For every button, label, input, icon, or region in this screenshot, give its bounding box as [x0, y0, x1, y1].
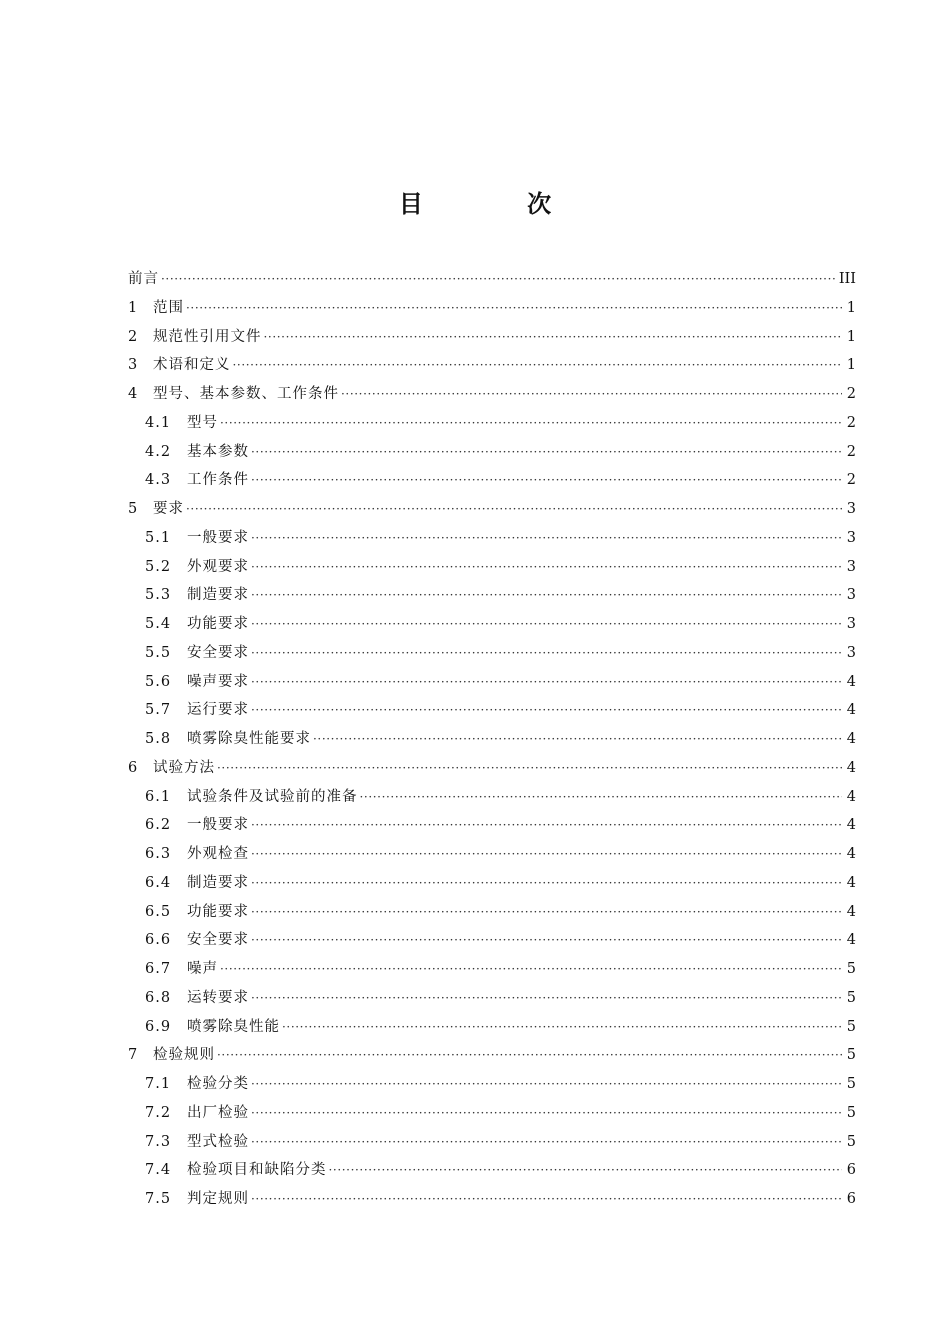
toc-dot-leader — [251, 898, 842, 927]
toc-entry-page-number: 3 — [846, 558, 856, 575]
toc-entry[interactable] — [128, 869, 856, 898]
toc-entry-page-number: 5 — [846, 1133, 856, 1150]
toc-entry-label: 噪声要求 — [187, 673, 249, 690]
toc-entry-number: 5.5 — [145, 644, 172, 661]
toc-entry-label: 制造要求 — [187, 874, 249, 891]
toc-dot-leader — [282, 1013, 842, 1042]
toc-entry-number: 6.4 — [145, 874, 172, 891]
toc-entry-number: 4.1 — [145, 414, 172, 431]
toc-entry-label: 术语和定义 — [153, 357, 231, 374]
toc-dot-leader — [251, 1128, 842, 1157]
toc-dot-leader — [251, 438, 842, 467]
toc-entry-number: 3 — [128, 357, 139, 374]
toc-entry[interactable] — [128, 1070, 856, 1099]
toc-dot-leader — [251, 1070, 842, 1099]
toc-entry-label: 型式检验 — [187, 1133, 249, 1150]
toc-entry[interactable] — [128, 581, 856, 610]
toc-entry-page-number: 6 — [846, 1191, 856, 1207]
toc-entry-number: 5.8 — [145, 731, 172, 747]
toc-entry-label: 要求 — [153, 501, 184, 517]
toc-entry-label: 基本参数 — [187, 443, 249, 460]
toc-entry[interactable] — [128, 610, 856, 639]
toc-entry-label: 型号 — [187, 414, 218, 431]
toc-entry-number: 2 — [128, 328, 139, 345]
table-of-contents — [128, 265, 856, 1214]
toc-entry[interactable] — [128, 1041, 856, 1070]
toc-dot-leader — [161, 265, 835, 294]
toc-entry[interactable] — [128, 380, 856, 409]
toc-entry-label: 外观检查 — [187, 846, 249, 862]
toc-entry-page-number: 3 — [846, 644, 856, 661]
toc-entry-page-number: 5 — [846, 1047, 856, 1064]
toc-entry-page-number: 1 — [846, 328, 856, 345]
toc-entry[interactable] — [128, 524, 856, 553]
toc-entry-page-number: 4 — [846, 788, 856, 805]
toc-entry-page-number: 2 — [846, 472, 856, 489]
toc-entry-label: 安全要求 — [187, 932, 249, 949]
toc-dot-leader — [220, 409, 842, 438]
toc-entry-number: 5.3 — [145, 587, 172, 604]
toc-entry[interactable] — [128, 898, 856, 927]
toc-entry-label: 制造要求 — [187, 587, 249, 604]
toc-dot-leader — [251, 696, 842, 725]
toc-entry-page-number: 2 — [846, 414, 856, 431]
toc-dot-leader — [220, 955, 842, 984]
toc-entry[interactable] — [128, 840, 856, 869]
toc-dot-leader — [217, 754, 842, 783]
toc-entry-number: 7 — [128, 1047, 139, 1064]
toc-entry-label: 安全要求 — [187, 644, 249, 661]
toc-entry-label: 检验分类 — [187, 1076, 249, 1092]
toc-entry-page-number: 5 — [846, 961, 856, 977]
toc-entry-page-number: 3 — [846, 587, 856, 604]
toc-dot-leader — [217, 1041, 842, 1070]
toc-entry-page-number: 4 — [846, 702, 856, 719]
toc-entry[interactable] — [128, 1156, 856, 1185]
toc-entry-number: 6 — [128, 759, 139, 776]
toc-entry-page-number: 1 — [846, 357, 856, 374]
toc-entry-label: 一般要求 — [187, 529, 249, 546]
toc-entry-number: 6.7 — [145, 961, 172, 977]
toc-dot-leader — [251, 668, 842, 697]
toc-entry[interactable] — [128, 811, 856, 840]
toc-entry-page-number: 4 — [846, 932, 856, 949]
toc-entry[interactable] — [128, 1013, 856, 1042]
toc-entry-page-number: 2 — [846, 443, 856, 460]
toc-dot-leader — [329, 1156, 843, 1185]
toc-entry-page-number: 3 — [846, 529, 856, 546]
toc-entry[interactable] — [128, 639, 856, 668]
toc-entry-label: 喷雾除臭性能要求 — [187, 731, 311, 747]
toc-entry-label: 运行要求 — [187, 702, 249, 719]
toc-entry[interactable] — [128, 495, 856, 524]
toc-entry[interactable] — [128, 1099, 856, 1128]
toc-entry-page-number: 1 — [846, 299, 856, 316]
toc-entry[interactable] — [128, 668, 856, 697]
toc-dot-leader — [233, 351, 843, 380]
toc-entry[interactable] — [128, 1128, 856, 1157]
toc-entry[interactable] — [128, 438, 856, 467]
toc-dot-leader — [186, 294, 842, 323]
toc-entry-number: 5.7 — [145, 702, 172, 719]
toc-entry[interactable] — [128, 294, 856, 323]
toc-entry-label: 一般要求 — [187, 817, 249, 834]
toc-entry-label: 检验项目和缺陷分类 — [187, 1162, 327, 1179]
toc-entry-label: 型号、基本参数、工作条件 — [153, 386, 339, 402]
toc-entry-label: 规范性引用文件 — [153, 328, 262, 345]
toc-entry-page-number: 5 — [846, 1076, 856, 1092]
toc-dot-leader — [251, 1099, 842, 1128]
toc-entry[interactable] — [128, 955, 856, 984]
toc-entry-number: 6.3 — [145, 846, 172, 862]
toc-entry-page-number: 4 — [846, 817, 856, 834]
toc-entry[interactable] — [128, 725, 856, 754]
toc-dot-leader — [251, 869, 842, 898]
toc-entry-page-number: 4 — [846, 874, 856, 891]
toc-entry-number: 6.8 — [145, 989, 172, 1006]
toc-dot-leader — [251, 1185, 842, 1214]
toc-entry[interactable] — [128, 984, 856, 1013]
toc-entry-page-number: 4 — [846, 759, 856, 776]
toc-entry-label: 外观要求 — [187, 558, 249, 575]
toc-entry-label: 判定规则 — [187, 1191, 249, 1207]
toc-entry-number: 5.4 — [145, 616, 172, 632]
toc-dot-leader — [186, 495, 842, 524]
toc-entry-page-number: 4 — [846, 731, 856, 747]
toc-entry-page-number: 5 — [846, 989, 856, 1006]
toc-dot-leader — [251, 639, 842, 668]
toc-entry-label: 运转要求 — [187, 989, 249, 1006]
toc-entry-label: 检验规则 — [153, 1047, 215, 1064]
toc-dot-leader — [251, 984, 842, 1013]
toc-entry-page-number: 4 — [846, 673, 856, 690]
toc-entry-number: 5 — [128, 501, 139, 517]
toc-entry-number: 5.1 — [145, 529, 172, 546]
toc-dot-leader — [251, 610, 842, 639]
toc-entry-number: 6.2 — [145, 817, 172, 834]
toc-dot-leader — [251, 553, 842, 582]
toc-entry[interactable] — [128, 265, 856, 294]
toc-entry-number: 4.2 — [145, 443, 172, 460]
toc-entry-label: 噪声 — [187, 961, 218, 977]
toc-dot-leader — [251, 581, 842, 610]
toc-entry-page-number: 4 — [846, 903, 856, 920]
toc-entry-number: 7.4 — [145, 1162, 172, 1179]
toc-entry-page-number: 6 — [846, 1162, 856, 1179]
page-title: 目 次 — [398, 190, 600, 218]
toc-entry[interactable] — [128, 926, 856, 955]
toc-entry-page-number: 3 — [846, 616, 856, 632]
toc-entry[interactable] — [128, 553, 856, 582]
toc-entry-page-number: 5 — [846, 1104, 856, 1121]
toc-entry-number: 5.6 — [145, 673, 172, 690]
toc-entry-number: 6.6 — [145, 932, 172, 949]
toc-entry-number: 5.2 — [145, 558, 172, 575]
toc-entry-label: 试验条件及试验前的准备 — [187, 788, 358, 805]
toc-entry-page-number: 5 — [846, 1018, 856, 1035]
toc-entry-label: 喷雾除臭性能 — [187, 1018, 280, 1035]
toc-dot-leader — [251, 524, 842, 553]
toc-entry-label: 功能要求 — [187, 903, 249, 920]
toc-dot-leader — [251, 466, 842, 495]
toc-entry-page-number: 3 — [846, 501, 856, 517]
toc-entry-number: 7.3 — [145, 1133, 172, 1150]
toc-entry[interactable] — [128, 696, 856, 725]
toc-entry[interactable] — [128, 351, 856, 380]
toc-entry[interactable] — [128, 783, 856, 812]
toc-dot-leader — [360, 783, 843, 812]
toc-entry[interactable] — [128, 409, 856, 438]
toc-dot-leader — [251, 811, 842, 840]
toc-entry-number: 6.1 — [145, 788, 172, 805]
toc-entry-number: 7.5 — [145, 1191, 172, 1207]
toc-entry[interactable] — [128, 466, 856, 495]
toc-entry-label: 范围 — [153, 299, 184, 316]
toc-entry-number: 4 — [128, 386, 139, 402]
toc-entry-page-number: III — [838, 271, 856, 287]
toc-entry-label: 试验方法 — [153, 759, 215, 776]
toc-entry-label: 出厂检验 — [187, 1104, 249, 1121]
toc-entry-label: 工作条件 — [187, 472, 249, 489]
toc-entry-number: 6.5 — [145, 903, 172, 920]
toc-entry-page-number: 4 — [846, 846, 856, 862]
toc-entry-label: 前言 — [128, 271, 159, 287]
toc-dot-leader — [251, 840, 842, 869]
toc-entry-number: 4.3 — [145, 472, 172, 489]
toc-entry[interactable] — [128, 754, 856, 783]
toc-dot-leader — [264, 323, 843, 352]
toc-entry-number: 7.2 — [145, 1104, 172, 1121]
toc-entry-label: 功能要求 — [187, 616, 249, 632]
toc-entry-number: 1 — [128, 299, 139, 316]
toc-dot-leader — [251, 926, 842, 955]
toc-entry[interactable] — [128, 323, 856, 352]
toc-dot-leader — [313, 725, 842, 754]
toc-dot-leader — [341, 380, 842, 409]
toc-entry[interactable] — [128, 1185, 856, 1214]
toc-entry-number: 7.1 — [145, 1076, 172, 1092]
toc-entry-number: 6.9 — [145, 1018, 172, 1035]
toc-entry-page-number: 2 — [846, 386, 856, 402]
